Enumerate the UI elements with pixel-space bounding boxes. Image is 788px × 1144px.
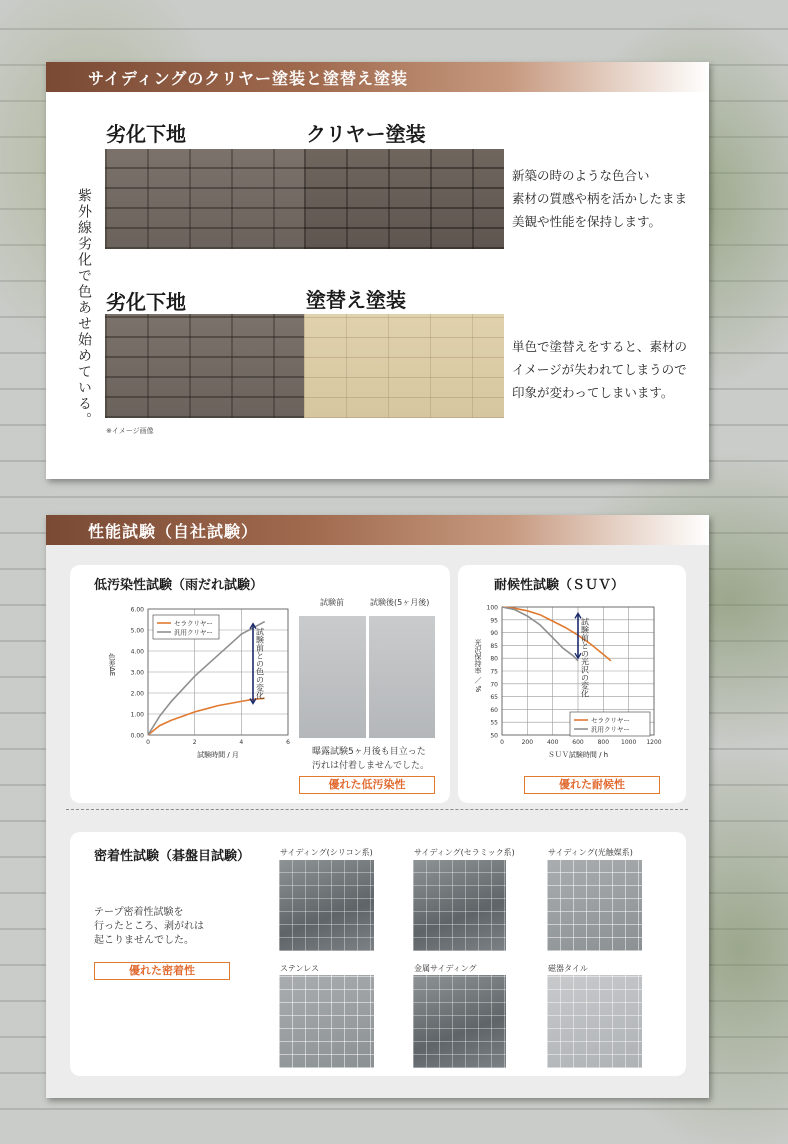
sample-image-stainless xyxy=(279,975,374,1068)
y-tick-label: 1.00 xyxy=(130,711,144,719)
row2-right-label: 塗替え塗装 xyxy=(306,288,406,312)
y-tick-label: 60 xyxy=(490,706,498,714)
x-axis-label: 試験時間 / 月 xyxy=(197,751,239,759)
vertical-caption: 紫外線劣化で色あせ始めている。 xyxy=(76,188,92,428)
series-line xyxy=(148,698,265,735)
sample-image-photocatalyst xyxy=(547,860,642,951)
stain-chart xyxy=(98,597,318,777)
sample-label-stainless: ステンレス xyxy=(280,964,319,973)
x-tick-label: 800 xyxy=(597,739,610,746)
sample-image-metal xyxy=(413,975,506,1068)
series-line xyxy=(502,607,611,661)
y-tick-label: 4.00 xyxy=(130,648,144,656)
adhesion-test-card xyxy=(70,832,686,1076)
y-tick-label: 65 xyxy=(490,694,498,702)
y-tick-label: 100 xyxy=(486,604,498,612)
x-tick-label: 6 xyxy=(286,739,290,746)
sample-label-metal: 金属サイディング xyxy=(414,964,477,973)
y-axis-label: 色差ΔE xyxy=(108,653,116,677)
image-note: ※イメージ画像 xyxy=(106,427,154,435)
clear-coated-siding-image xyxy=(304,149,504,249)
annotation-text: 試験前との色の変化 xyxy=(255,627,265,700)
y-tick-label: 55 xyxy=(490,719,498,727)
y-tick-label: 85 xyxy=(490,642,498,650)
row1-description: 新築の時のような色合い 素材の質感や柄を活かしたまま 美観や性能を保持します。 xyxy=(512,168,688,229)
section-header-bar-2 xyxy=(46,515,709,545)
y-tick-label: 75 xyxy=(490,668,498,676)
sample-image-silicone xyxy=(279,860,374,951)
sample-image-ceramic xyxy=(413,860,506,951)
sample-label-photocatalyst: サイディング(光触媒系) xyxy=(548,848,633,857)
stain-test-title: 低汚染性試験（雨だれ試験） xyxy=(94,578,264,593)
annotation-text: 試験前との光沢の変化 xyxy=(580,617,590,698)
degraded-siding-image xyxy=(105,149,304,249)
y-tick-label: 6.00 xyxy=(130,606,144,614)
panel-performance-tests xyxy=(46,515,709,1098)
y-tick-label: 95 xyxy=(490,617,498,625)
x-tick-label: 0 xyxy=(146,739,150,746)
y-tick-label: 50 xyxy=(490,732,498,740)
y-tick-label: 90 xyxy=(490,630,498,638)
suv-badge: 優れた耐候性 xyxy=(524,776,660,794)
section-title: サイディングのクリヤー塗装と塗替え塗装 xyxy=(88,69,408,88)
adhesion-description: テープ密着性試験を 行ったところ、剥がれは 起こりませんでした。 xyxy=(94,907,204,946)
photo-before-test xyxy=(299,616,366,738)
row2-description: 単色で塗替えをすると、素材の イメージが失われてしまうので 印象が変わってしまいます。 xyxy=(512,339,688,400)
degraded-siding-image-2 xyxy=(105,314,304,418)
adhesion-test-title: 密着性試験（碁盤目試験） xyxy=(94,849,251,864)
x-tick-label: 400 xyxy=(546,739,559,746)
section-header-bar xyxy=(46,62,709,92)
sample-label-ceramic: サイディング(セラミック系) xyxy=(414,848,515,857)
x-tick-label: 1000 xyxy=(621,739,637,746)
x-tick-label: 1200 xyxy=(646,739,662,746)
sample-image-tile xyxy=(547,975,642,1068)
y-tick-label: 70 xyxy=(490,681,498,689)
legend-label: セラクリヤー xyxy=(591,716,630,725)
dashed-divider xyxy=(66,809,688,810)
repainted-siding-image xyxy=(304,314,504,418)
legend-label: 汎用クリヤー xyxy=(174,628,213,637)
legend-label: 汎用クリヤー xyxy=(591,725,630,734)
row1-right-label: クリヤー塗装 xyxy=(306,122,426,146)
suv-test-title: 耐候性試験（ＳＵＶ） xyxy=(494,578,625,593)
stain-test-card xyxy=(70,565,450,803)
row1-left-label: 劣化下地 xyxy=(106,122,186,146)
sample-label-tile: 磁器タイル xyxy=(548,964,588,973)
x-tick-label: 2 xyxy=(192,739,197,746)
x-axis-label: ＳＵＶ試験時間 / h xyxy=(547,751,609,759)
x-tick-label: 200 xyxy=(521,739,534,746)
y-axis-label: 光沢保持率 ／ % xyxy=(474,639,482,693)
stain-badge: 優れた低汚染性 xyxy=(299,776,435,794)
row2-left-label: 劣化下地 xyxy=(106,290,186,314)
x-tick-label: 4 xyxy=(239,739,244,746)
photo-before-label: 試験前 xyxy=(320,598,344,607)
suv-chart xyxy=(468,599,683,779)
y-tick-label: 3.00 xyxy=(130,669,144,677)
panel-clear-vs-repaint xyxy=(46,62,709,479)
y-tick-label: 5.00 xyxy=(130,627,144,635)
legend-label: セラクリヤー xyxy=(174,619,213,628)
photo-after-test xyxy=(369,616,435,738)
suv-test-card xyxy=(458,565,686,803)
x-tick-label: 600 xyxy=(572,739,584,746)
photo-after-label: 試験後(5ヶ月後) xyxy=(370,598,430,607)
y-tick-label: 0.00 xyxy=(130,732,144,740)
adhesion-badge: 優れた密着性 xyxy=(94,962,230,980)
y-tick-label: 80 xyxy=(490,655,498,663)
section-title-2: 性能試験（自社試験） xyxy=(88,522,259,541)
stain-caption: 曝露試験5ヶ月後も目立った 汚れは付着しませんでした。 xyxy=(312,747,430,771)
y-tick-label: 2.00 xyxy=(130,690,144,698)
x-tick-label: 0 xyxy=(500,739,504,746)
sample-label-silicone: サイディング(シリコン系) xyxy=(280,848,373,857)
